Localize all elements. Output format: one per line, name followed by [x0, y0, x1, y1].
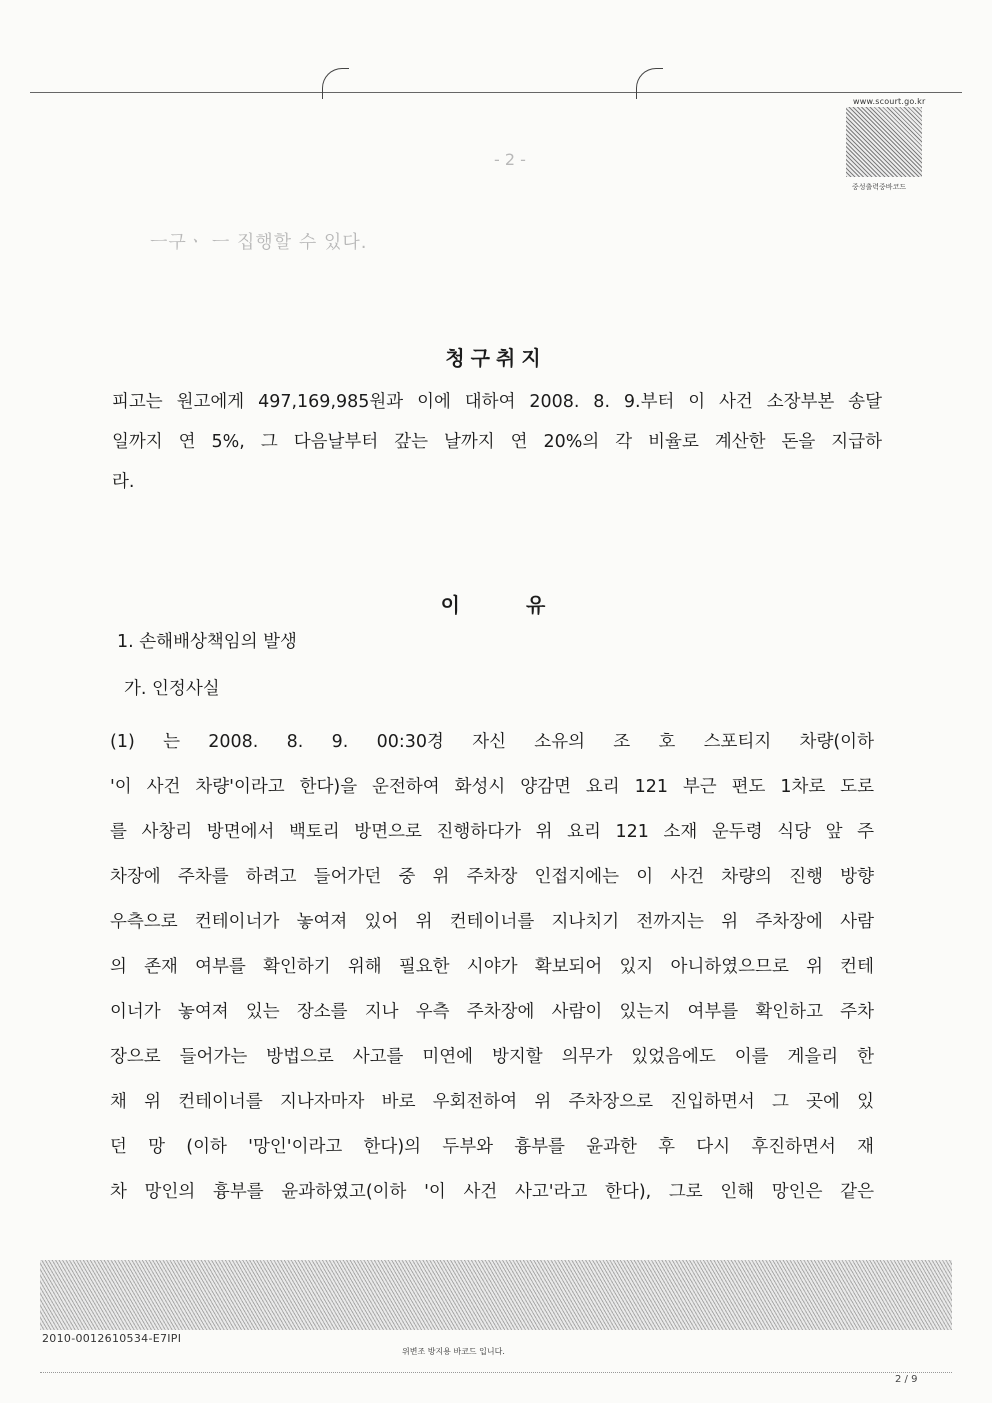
body-line: 던 망 (이하 '망인'이라고 한다)의 두부와 흉부를 윤과한 후 다시 후진하면서 재	[110, 1137, 874, 1157]
claim-line: 라.	[112, 472, 135, 492]
body-line: 이너가 놓여져 있는 장소를 지나 우측 주차장에 사람이 있는지 여부를 확인하고 주차	[110, 1002, 874, 1022]
barcode-note: 위변조 방지용 바코드 입니다.	[402, 1347, 505, 1356]
anti-forgery-barcode-icon	[40, 1260, 952, 1330]
body-line: 를 사창리 방면에서 백토리 방면으로 진행하다가 위 요리 121 소재 운두령 식당 앞 주	[110, 822, 874, 842]
reason-title	[0, 589, 992, 618]
reason-title-left: 이	[440, 593, 466, 617]
claim-paragraph	[112, 382, 882, 502]
document-id: 2010-0012610534-E7IPI	[42, 1332, 182, 1345]
section-heading: 1. 손해배상책임의 발생	[117, 632, 297, 652]
body-line: '이 사건 차량'이라고 한다)을 운전하여 화성시 양감면 요리 121 부근 편도 1차로 도로	[110, 777, 874, 797]
claim-line: 일까지 연 5%, 그 다음날부터 갚는 날까지 연 20%의 각 비율로 계산한 돈을 지급하	[112, 432, 882, 452]
binding-mark	[636, 68, 663, 99]
body-line: (1) 는 2008. 8. 9. 00:30경 자신 소유의 조 호 스포티지 차량(이하	[110, 732, 874, 752]
subsection-heading: 가. 인정사실	[124, 679, 220, 699]
claim-title: 청구취지	[445, 346, 547, 370]
body-line: 차 망인의 흉부를 윤과하였고(이하 '이 사건 사고'라고 한다), 그로 인해 망인은 같은	[110, 1182, 874, 1202]
body-line: 채 위 컨테이너를 지나자마자 바로 우회전하여 위 주차장으로 진입하면서 그 곳에 있	[110, 1092, 874, 1112]
page-number: 2 / 9	[895, 1374, 918, 1385]
claim-line: 피고는 원고에게 497,169,985원과 이에 대하여 2008. 8. 9.부터 이 사건 소장부본 송달	[112, 392, 882, 412]
header-rule	[30, 92, 962, 93]
body-line: 차장에 주차를 하려고 들어가던 중 위 주차장 인접지에는 이 사건 차량의 진행 방향	[110, 867, 874, 887]
body-line: 우측으로 컨테이너가 놓여져 있어 위 컨테이너를 지나치기 전까지는 위 주차장에 사람	[110, 912, 874, 932]
reason-title-right: 유	[526, 593, 552, 617]
qr-barcode-icon	[846, 107, 922, 177]
body-line: 의 존재 여부를 확인하기 위해 필요한 시야가 확보되어 있지 아니하였으므로 위 컨테	[110, 957, 874, 977]
body-line: 장으로 들어가는 방법으로 사고를 미연에 방지할 의무가 있었음에도 이를 게을리 한	[110, 1047, 874, 1067]
reason-body	[110, 720, 874, 1215]
binding-mark	[322, 68, 349, 99]
barcode-caption: 중성출력중바코드	[852, 183, 907, 191]
footer-rule	[40, 1372, 952, 1373]
court-url: www.scourt.go.kr	[853, 97, 926, 106]
faint-page-mark: - 2 -	[494, 150, 526, 169]
faint-text-line: ㅡ구ㆍ ㅡ 집행할 수 있다.	[150, 232, 368, 253]
